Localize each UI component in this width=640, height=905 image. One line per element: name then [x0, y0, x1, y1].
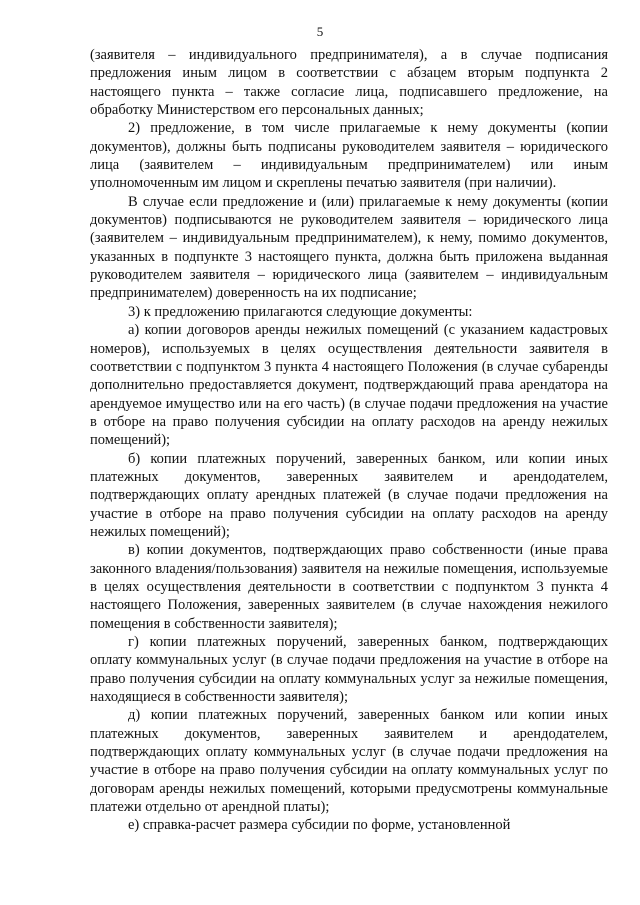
paragraph-signature-delegation: В случае если предложение и (или) прилагаемые к нему документы (копии документов) подписываются не руководителем заявителя – юридического лица (заявителем – индивидуальным предпринимателем), к нему, помимо документов, указанных в подпункте 3 настоящего пункта, должна быть приложена выданная руководителем заявителя – юридического лица (заявителем – индивидуальным предпринимателем) доверенность на их подписание;: [90, 193, 608, 302]
paragraph-item-3a: а) копии договоров аренды нежилых помещений (с указанием кадастровых номеров), используемых в целях осуществления деятельности заявителя в соответствии с подпунктом 3 пункта 4 настоящего Положения (в случае субаренды дополнительно предоставляется документ, подтверждающий права арендатора на арендуемое имущество или на его часть) (в случае подачи предложения на участие в отборе на право получения субсидии на оплату расходов на аренду нежилых помещений);: [90, 322, 608, 449]
paragraph-continuation: (заявителя – индивидуального предпринимателя), а в случае подписания предложения иным лицом в соответствии с абзацем вторым подпункта 2 настоящего пункта – также согласие лица, подписавшего предложение, на обработку Министерством его персональных данных;: [90, 47, 608, 119]
paragraph-item-3d: д) копии платежных поручений, заверенных банком или копии иных платежных документов, заверенных заявителем и арендодателем, подтверждающих оплату коммунальных услуг (в случае подачи предложения на участие в отборе на право получения субсидии на оплату коммунальных услуг по договорам аренды нежилых помещений, которыми предусмотрены коммунальные платежи отдельно от арендной платы);: [90, 707, 608, 816]
document-body: [90, 46, 608, 835]
paragraph-item-3g: г) копии платежных поручений, заверенных банком, подтверждающих оплату коммунальных услуг (в случае подачи предложения на участие в отборе на право получения субсидии на оплату коммунальных услуг за нежилые помещения, находящиеся в собственности заявителя);: [90, 634, 608, 706]
paragraph-item-3v: в) копии документов, подтверждающих право собственности (иные права законного владения/пользования) заявителя на нежилые помещения, используемые в целях осуществления деятельности в соответствии с подпунктом 3 пункта 4 настоящего Положения, заверенных заявителем (в случае нахождения нежилого помещения в собственности заявителя);: [90, 542, 608, 632]
paragraph-item-3e: е) справка-расчет размера субсидии по форме, установленной: [128, 817, 511, 834]
page-number: 5: [316, 24, 324, 39]
paragraph-item-3: 3) к предложению прилагаются следующие документы:: [128, 303, 473, 320]
paragraph-item-2: 2) предложение, в том числе прилагаемые к нему документы (копии документов), должны быть подписаны руководителем заявителя – юридического лица (заявителем – индивидуальным предпринимателем) или иным уполномоченным им лицом и скреплены печатью заявителя (при наличии).: [90, 120, 608, 192]
paragraph-item-3b: б) копии платежных поручений, заверенных банком, или копии иных платежных документов, заверенных заявителем и арендодателем, подтверждающих оплату арендных платежей (в случае подачи предложения на участие в отборе на право получения субсидии на оплату расходов на аренду нежилых помещений);: [90, 450, 608, 540]
